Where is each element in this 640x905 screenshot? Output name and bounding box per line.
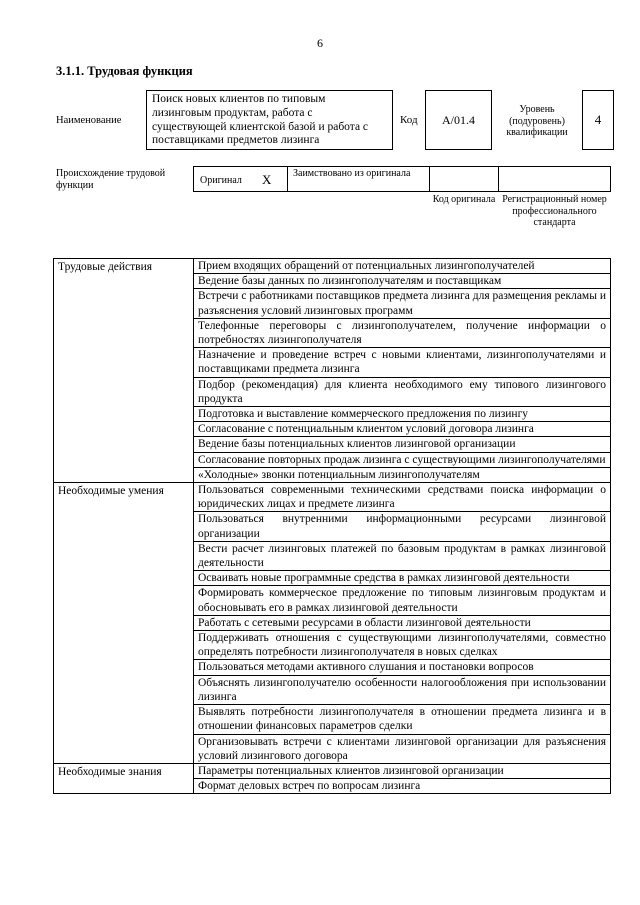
section-item: Назначение и проведение встреч с новыми клиентами, лизингополучателями и поставщиками предмета лизинга: [194, 348, 611, 377]
section-item: Организовывать встречи с клиентами лизинговой организации для разъяснения условий лизингового договора: [194, 734, 611, 763]
section-item: Выявлять потребности лизингополучателя в отношении предмета лизинга и в отношении финансовых параметров сделки: [194, 705, 611, 734]
code-value: A/01.4: [442, 112, 475, 127]
section-item: Подготовка и выставление коммерческого предложения по лизингу: [194, 407, 611, 422]
section-item: Пользоваться методами активного слушания и постановки вопросов: [194, 660, 611, 675]
section-item: Согласование с потенциальным клиентом условий договора лизинга: [194, 422, 611, 437]
section-item: Работать с сетевыми ресурсами в области лизинговой деятельности: [194, 615, 611, 630]
level-label: Уровень (подуровень) квалификации: [506, 104, 568, 138]
code-original-cell: [429, 166, 499, 192]
section-item: Параметры потенциальных клиентов лизинговой организации: [194, 763, 611, 778]
table-row: [54, 259, 611, 274]
section-heading: Трудовые действия: [54, 259, 194, 483]
function-details-table: [53, 258, 611, 794]
table-row: [54, 483, 611, 512]
section-item: Формировать коммерческое предложение по типовым лизинговым продуктам и обосновывать его в рамках лизинговой деятельности: [194, 586, 611, 615]
section-item: «Холодные» звонки потенциальным лизингополучателям: [194, 467, 611, 482]
borrowed-label: Заимствовано из оригинала: [293, 168, 411, 179]
section-item: Прием входящих обращений от потенциальных лизингополучателей: [194, 259, 611, 274]
section-item: Ведение базы потенциальных клиентов лизинговой организации: [194, 437, 611, 452]
name-label: Наименование: [56, 115, 122, 126]
table-row: [54, 763, 611, 778]
section-item: Телефонные переговоры с лизингополучателем, получение информации о потребностях лизингополучателя: [194, 318, 611, 347]
section-title: 3.1.1. Трудовая функция: [56, 64, 193, 78]
original-label: Оригинал: [200, 175, 242, 186]
code-original-caption: Код оригинала: [432, 194, 496, 205]
page-number: 6: [317, 36, 323, 50]
section-item: Встречи с работниками поставщиков предмета лизинга для размещения рекламы и разъяснения условий лизинговых программ: [194, 289, 611, 318]
section-item: Вести расчет лизинговых платежей по базовым продуктам в рамках лизинговой деятельности: [194, 541, 611, 570]
reg-number-cell: [498, 166, 611, 192]
section-item: Осваивать новые программные средства в рамках лизинговой деятельности: [194, 571, 611, 586]
level-value: 4: [594, 112, 602, 127]
origin-label: Происхождение трудовой функции: [56, 168, 166, 191]
reg-number-caption: Регистрационный номер профессионального стандарта: [502, 194, 607, 228]
section-item: Объяснять лизингополучателю особенности налогообложения при использовании лизинга: [194, 675, 611, 704]
section-item: Ведение базы данных по лизингополучателям и поставщикам: [194, 274, 611, 289]
section-item: Поддерживать отношения с существующими лизингополучателями, совместно определять потребности лизингополучателя в новых сделках: [194, 631, 611, 660]
function-name-box: [146, 90, 393, 150]
borrowed-cell: [287, 166, 430, 192]
section-heading: Необходимые умения: [54, 483, 194, 764]
code-box: [425, 90, 492, 150]
section-item: Пользоваться внутренними информационными ресурсами лизинговой организации: [194, 512, 611, 541]
section-item: Подбор (рекомендация) для клиента необходимого ему типового лизингового продукта: [194, 377, 611, 406]
section-heading: Необходимые знания: [54, 763, 194, 793]
function-name-value: Поиск новых клиентов по типовым лизинговым продуктам, работа с существующей клиентской базой и работа с поставщиками предметов лизинга: [152, 93, 369, 147]
original-cell: [193, 166, 288, 192]
section-item: Пользоваться современными техническими средствами поиска информации о юридических лицах и предмете лизинга: [194, 483, 611, 512]
section-item: Согласование повторных продаж лизинга с существующими лизингополучателями: [194, 452, 611, 467]
original-mark: X: [262, 172, 272, 187]
section-item: Формат деловых встреч по вопросам лизинга: [194, 779, 611, 794]
level-box: [582, 90, 614, 150]
code-label: Код: [400, 114, 418, 126]
